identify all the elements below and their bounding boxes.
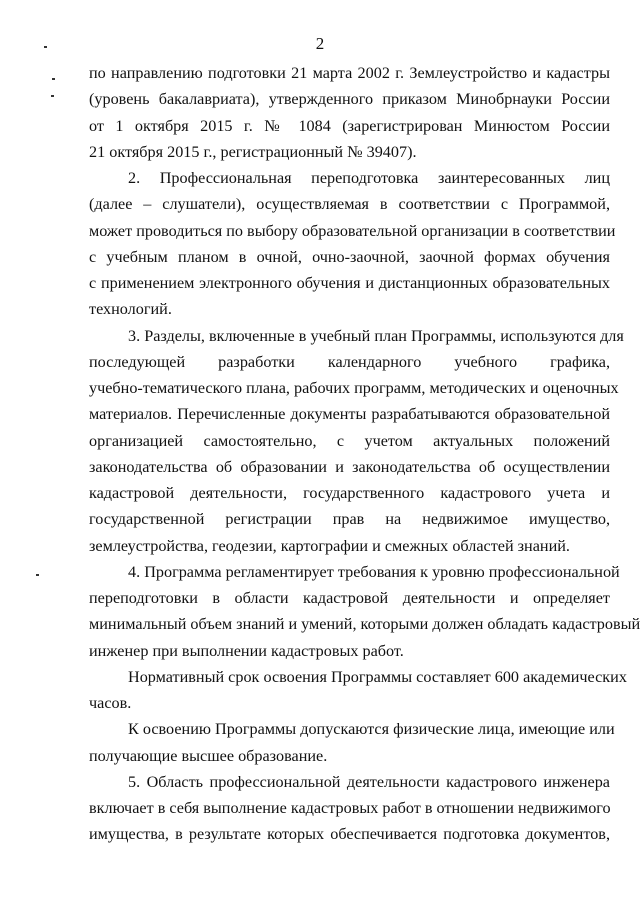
- page-number: 2: [315, 34, 325, 53]
- text-line: землеустройства, геодезии, картографии и смежных областей знаний.: [89, 536, 570, 555]
- text-line: государственной регистрации прав на недвижимое имущество,: [89, 510, 610, 529]
- text-line: часов.: [89, 694, 132, 712]
- scan-mark: [36, 574, 39, 576]
- text-line: от 1 октября 2015 г. № 1084 (зарегистрирован Минюстом России: [89, 116, 610, 135]
- text-line: переподготовки в области кадастровой деятельности и определяет: [89, 589, 610, 607]
- text-line: Нормативный срок освоения Программы составляет 600 академических: [128, 667, 627, 686]
- text-line: кадастровой деятельности, государственного кадастрового учета и: [89, 484, 610, 502]
- text-line: получающие высшее образование.: [89, 746, 328, 765]
- text-line: 4. Программа регламентирует требования к уровню профессиональной: [128, 562, 620, 581]
- scan-mark: [52, 78, 55, 80]
- text-line: включает в себя выполнение кадастровых работ в отношении недвижимого: [89, 799, 611, 817]
- text-line: 5. Область профессиональной деятельности кадастрового инженера: [128, 772, 610, 791]
- text-line: по направлению подготовки 21 марта 2002 г. Землеустройство и кадастры: [89, 64, 610, 82]
- text-line: материалов. Перечисленные документы разрабатываются образовательной: [89, 405, 610, 424]
- text-line: 2. Профессиональная переподготовка заинтересованных лиц: [128, 169, 610, 187]
- text-line: учебно-тематического плана, рабочих программ, методических и оценочных: [89, 379, 619, 397]
- text-line: инженер при выполнении кадастровых работ.: [89, 641, 404, 660]
- text-line: с учебным планом в очной, очно-заочной, заочной формах обучения: [89, 247, 610, 266]
- text-line: может проводиться по выбору образовательной организации в соответствии: [89, 221, 616, 240]
- text-line: с применением электронного обучения и дистанционных образовательных: [89, 274, 610, 292]
- text-line: минимальный объем знаний и умений, которыми должен обладать кадастровый: [89, 615, 640, 634]
- text-line: последующей разработки календарного учебного графика,: [89, 352, 610, 371]
- document-body: [89, 60, 640, 848]
- text-line: 21 октября 2015 г., регистрационный № 39407).: [89, 142, 417, 161]
- text-line: технологий.: [89, 300, 172, 319]
- text-line: 3. Разделы, включенные в учебный план Программы, используются для: [128, 326, 624, 345]
- text-line: (далее – слушатели), осуществляемая в соответствии с Программой,: [89, 195, 610, 214]
- text-line: (уровень бакалавриата), утвержденного приказом Минобрнауки России: [89, 90, 610, 109]
- scan-mark: [51, 95, 54, 97]
- text-line: организацией самостоятельно, с учетом актуальных положений: [89, 431, 610, 450]
- text-line: имущества, в результате которых обеспечивается подготовка документов,: [89, 825, 610, 844]
- text-line: К освоению Программы допускаются физические лица, имеющие или: [128, 720, 615, 739]
- text-line: законодательства об образовании и законодательства об осуществлении: [89, 457, 610, 476]
